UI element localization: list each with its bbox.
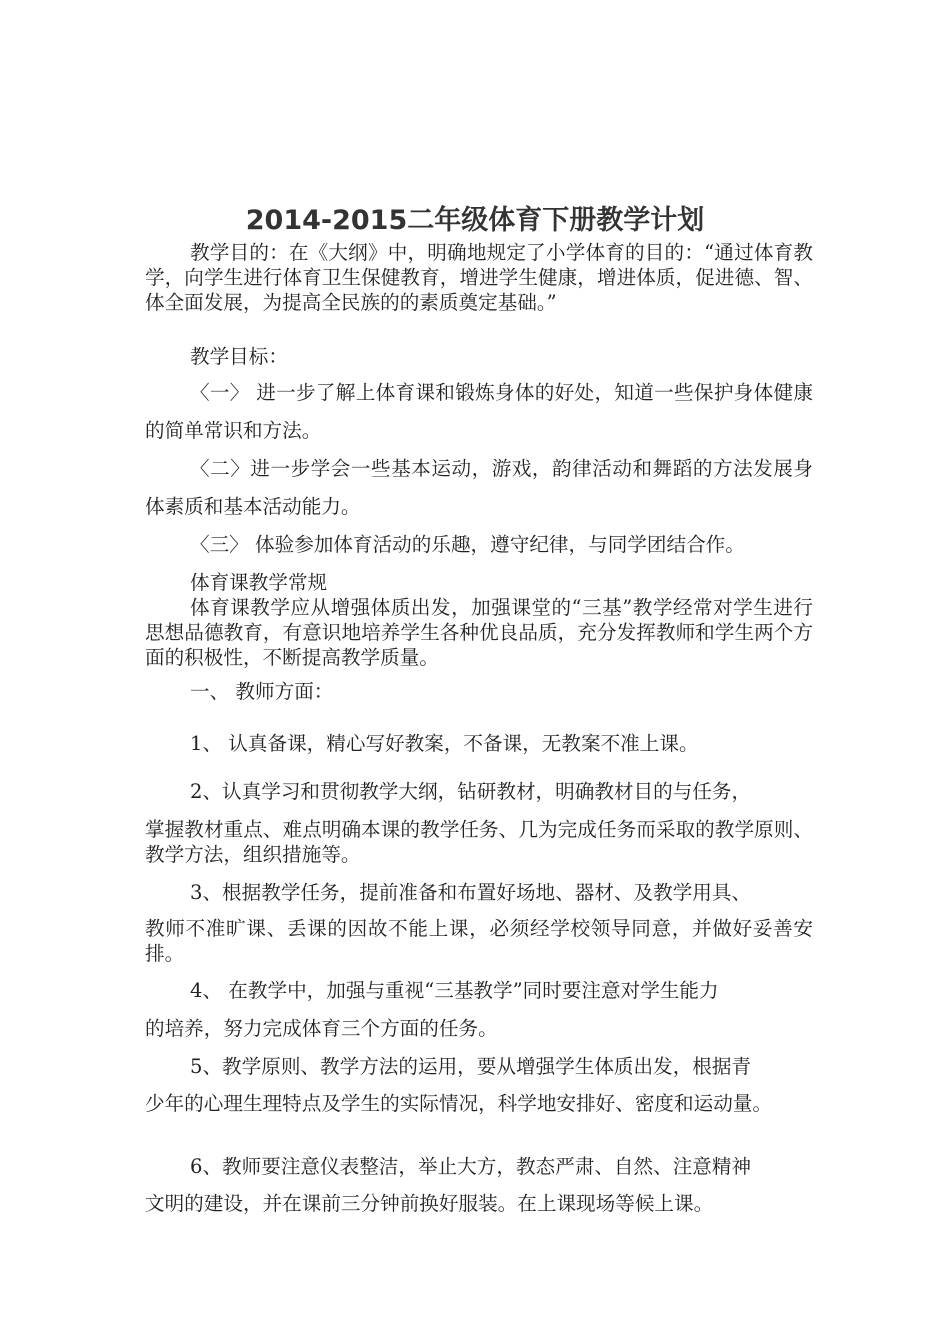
paragraph-item-2-line1: 2、认真学习和贯彻教学大纲，钻研教材，明确教材目的与任务，	[190, 780, 752, 803]
paragraph-item-5-rest: 少年的心理生理特点及学生的实际情况，科学地安排好、密度和运动量。	[145, 1092, 772, 1115]
paragraph-item-3-rest: 教师不准旷课、丢课的因故不能上课，必须经学校领导同意，并做好妥善安排。	[145, 917, 813, 965]
paragraph-item-4-line1: 4、 在教学中，加强与重视“三基教学”同时要注意对学生能力	[190, 979, 719, 1002]
paragraph-item-5-line1: 5、教学原则、教学方法的运用，要从增强学生体质出发，根据青	[190, 1055, 752, 1078]
paragraph-goal-3: 〈三〉 体验参加体育活动的乐趣，遵守纪律，与同学团结合作。	[190, 533, 745, 556]
paragraph-item-4-rest: 的培养，努力完成体育三个方面的任务。	[145, 1017, 498, 1040]
document-title: 2014-2015二年级体育下册教学计划	[245, 205, 705, 236]
paragraph-item-6-rest: 文明的建设，并在课前三分钟前换好服装。在上课现场等候上课。	[145, 1192, 714, 1215]
paragraph-item-2-rest: 掌握教材重点、难点明确本课的教学任务、几为完成任务而采取的教学原则、教学方法，组织措施等。	[145, 818, 813, 866]
paragraph-routine-heading: 体育课教学常规	[190, 571, 328, 594]
paragraph-item-6-line1: 6、教师要注意仪表整洁，举止大方，教态严肃、自然、注意精神	[190, 1155, 752, 1178]
paragraph-teacher-heading: 一、 教师方面：	[190, 680, 334, 703]
paragraph-routine-body: 体育课教学应从增强体质出发，加强课堂的“三基”教学经常对学生进行思想品德教育，有意识地培养学生各种优良品质，充分发挥教师和学生两个方面的积极性，不断提高教学质量。	[145, 596, 813, 669]
paragraph-teaching-goals-heading: 教学目标：	[190, 345, 288, 368]
paragraph-teaching-purpose: 教学目的：在《大纲》中，明确地规定了小学体育的目的：“通过体育教学，向学生进行体育卫生保健教育，增进学生健康，增进体质，促进德、智、体全面发展，为提高全民族的的素质奠定基础。”	[145, 241, 813, 314]
paragraph-goal-2: 〈二〉进一步学会一些基本运动，游戏，韵律活动和舞蹈的方法发展身体素质和基本活动能力。	[145, 457, 813, 518]
paragraph-goal-1: 〈一〉 进一步了解上体育课和锻炼身体的好处，知道一些保护身体健康的简单常识和方法。	[145, 381, 813, 442]
paragraph-item-3-line1: 3、根据教学任务，提前准备和布置好场地、器材、及教学用具、	[190, 881, 752, 904]
paragraph-item-1: 1、 认真备课，精心写好教案，不备课，无教案不准上课。	[190, 732, 699, 755]
